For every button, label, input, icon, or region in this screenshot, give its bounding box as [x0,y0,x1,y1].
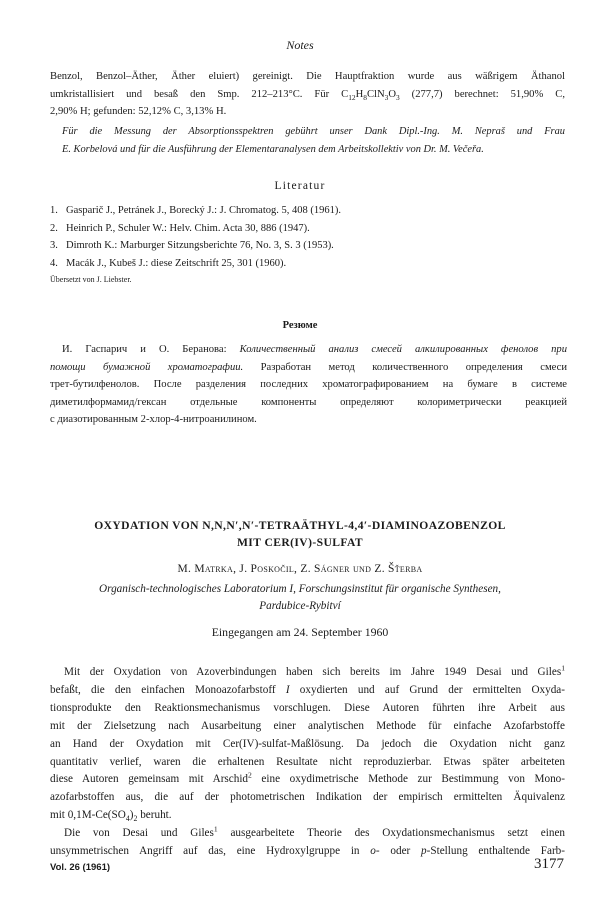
reference-item: 2. Heinrich P., Schuler W.: Helv. Chim. Acta 30, 886 (1947). [50,222,310,234]
body-line: Mit der Oxydation von Azoverbindungen haben sich bereits im Jahre 1949 Desai und Giles$^1$ [64,663,565,678]
body-line: mit $0,1M-Ce(SO_4)_2$ beruht. [50,809,172,824]
reference-item: 3. Dimroth K.: Marburger Sitzungsberichte 76, No. 3, S. 3 (1953). [50,240,334,252]
received-date: Eingegangen am 24. September 1960 [211,625,389,639]
opening-paragraph [50,68,565,121]
body-line: mit der Zielsetzung nach Ausarbeitung einer analytischen Methode für einfache Azofarbstoffe [50,719,565,732]
article-authors: M. Matrka, J. Poskočil, Z. Ságner und Z. Šťerba [177,563,423,575]
body-line: unsymmetrischen Angriff auf das, eine Hydroxylgruppe in o- oder p-Stellung enthaltende Farb- [50,845,565,858]
article-title-line: MIT CER(IV)-SULFAT [236,535,364,549]
text-line: umkristallisiert und besaß den Smp. 212–213°C. Für $C_{12}H_8ClN_3O_3$ (277,7) berechnet: 51,90% C, [50,88,565,102]
rezume-text [50,341,568,429]
body-line: diese Autoren gemeinsam mit Arschid$^2$ eine oxydimetrische Methode zur Bestimmung von Mono- [50,770,565,786]
reference-list [50,202,565,272]
text-line: Benzol, Benzol–Äther, Äther eluiert) gereinigt. Die Hauptfraktion wurde aus wäßrigem Äthanol [50,71,565,82]
body-line: an Hand der Oxydation mit Cer(IV)-sulfat-Maßlösung. Da jedoch die Oxydation nicht ganz [50,737,565,750]
body-line: azofarbstoffen aus, die auf der photometrischen Indikation der empirisch ermittelten Äquivalenz [50,791,565,804]
volume-label: Vol. 26 (1961) [50,862,111,873]
body-line: tionsprodukte den Reaktionsmechanismus vorschlugen. Diese Autoren führten ihre Arbeit aus [50,701,565,714]
ack-line: E. Korbelová und für die Ausführung der Elementaranalysen dem Arbeitskollektiv von Dr. M. Večeřa. [62,143,484,155]
rezume-line: трет-бутилфенолов. После разделения последних хроматографированием на бумаге в системе [50,379,567,390]
article-body [50,664,565,861]
article-affiliation: Organisch-technologisches Laboratorium I, Forschungsinstitut für organische Synthesen, Pardubice-Rybitví [99,583,501,612]
reference-item: 1. Gasparič J., Petránek J., Borecký J.: J. Chromatog. 5, 408 (1961). [50,205,341,216]
body-line: Die von Desai und Giles$^1$ ausgearbeitete Theorie des Oxydationsmechanismus setzt einen [64,824,566,840]
literatur-heading: Literatur [274,180,326,192]
reference-item: 4. Macák J., Kubeš J.: diese Zeitschrift 25, 301 (1960). [50,257,287,269]
rezume-line: диметилформамид/гексан отдельные компоненты определяют колориметрически реакцией [50,396,567,408]
article-title-line: OXYDATION VON N,N,N′,N′-TETRAÄTHYL-4,4′-DIAMINOAZOBENZOL [94,519,506,532]
body-line: quantitativ verlief, waren die erhaltenen Resultate nicht reproduzierbar. Etwas später arbeiteten [50,755,565,768]
page-number: 3177 [534,856,564,872]
rezume-line: помощи бумажной хроматографии. Разработан метод количественного определения смеси [50,361,567,373]
translator-note: Übersetzt von J. Liebster. [50,275,132,284]
ack-line: Für die Messung der Absorptionsspektren gebührt unser Dank Dipl.-Ing. M. Nepraš und Frau [62,126,565,137]
running-header: Notes [286,38,314,52]
rezume-line: И. Гаспарич и О. Беранова: Количественный анализ смесей алкилированных фенолов при [62,344,568,355]
body-line: befaßt, die den einfachen Monoazofarbstoff I oxydierten und auf Grund der ermittelten Oxyda- [50,683,565,696]
text-line: 2,90% H; gefunden: 52,12% C, 3,13% H. [50,106,227,117]
acknowledgement [62,123,565,158]
rezume-heading: Резюме [282,320,318,331]
rezume-line: с диазотированным 2-хлор-4-нитроанилином. [50,414,257,425]
article-title [0,518,600,551]
